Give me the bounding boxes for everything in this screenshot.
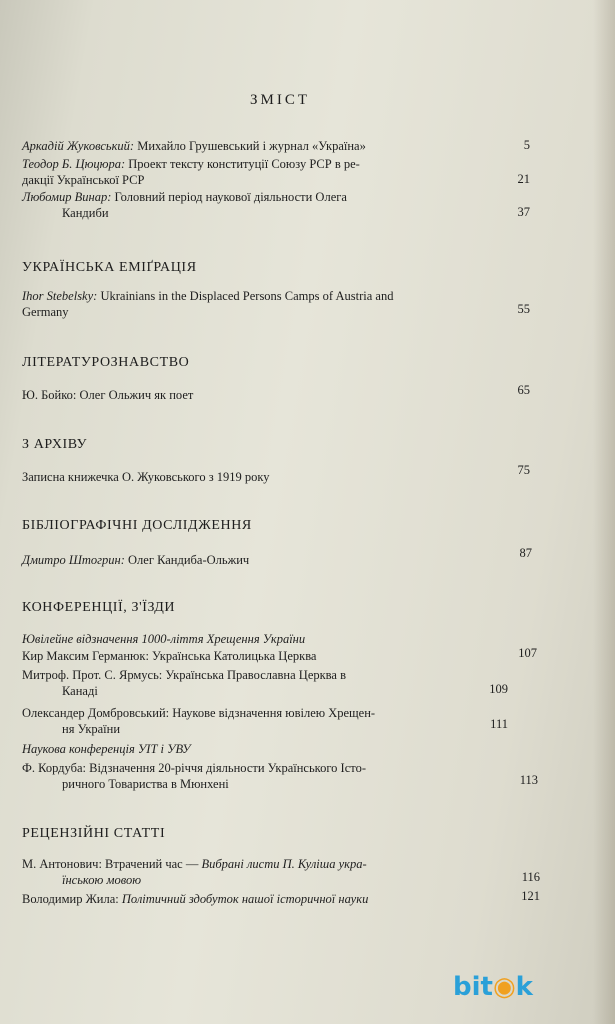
- section-heading-bibliography: БІБЛІОГРАФІЧНІ ДОСЛІДЖЕННЯ: [22, 518, 252, 533]
- entry-title: Головний період наукової діяльности Олега: [111, 190, 347, 204]
- toc-entry: Записна книжечка О. Жуковського з 1919 року: [22, 470, 270, 484]
- entry-author: Любомир Винар:: [22, 190, 112, 204]
- page-number: 111: [490, 717, 508, 731]
- entry-title: Ф. Кордуба: Відзначення 20-річчя діяльности Українського Істо-: [22, 761, 366, 775]
- subsection-title: Наукова конференція УІТ і УВУ: [22, 742, 191, 756]
- subsection-title: Ювілейне відзначення 1000-ліття Хрещення України: [22, 632, 306, 646]
- section-heading-emigration: УКРАЇНСЬКА ЕМІҐРАЦІЯ: [22, 260, 197, 275]
- entry-author: Ihor Stebelsky:: [22, 289, 98, 303]
- page-number: 109: [489, 682, 508, 696]
- section-heading-reviews: РЕЦЕНЗІЙНІ СТАТТІ: [22, 826, 166, 841]
- entry-title: Проект тексту конституції Союзу РСР в ре-: [125, 157, 360, 171]
- section-heading-archive: З АРХІВУ: [22, 437, 88, 452]
- toc-entry: [22, 387, 492, 403]
- section-heading-conferences: КОНФЕРЕНЦІЇ, З'ЇЗДИ: [22, 600, 176, 615]
- page-number: 55: [517, 302, 530, 316]
- toc-entry: [22, 552, 492, 568]
- page-number: 65: [517, 383, 530, 397]
- toc-entry: [22, 189, 492, 221]
- entry-title: Ukrainians in the Displaced Persons Camps of Austria and: [97, 289, 394, 303]
- entry-author: Дмитро Штогрин:: [22, 553, 125, 567]
- entry-author: Теодор Б. Цюцюра:: [22, 157, 126, 171]
- page-number: 116: [521, 870, 540, 884]
- page-number: 107: [518, 646, 537, 660]
- toc-entry: [22, 667, 502, 699]
- entry-title: Вибрані листи П. Куліша укра-: [201, 857, 367, 871]
- entry-author: Володимир Жила:: [22, 892, 122, 906]
- page-number: 121: [521, 889, 540, 903]
- toc-entry: [22, 156, 492, 188]
- page-number: 75: [517, 463, 530, 477]
- entry-title: Олег Ольжич як поет: [76, 388, 194, 402]
- watermark-logo: bit◉k: [453, 972, 533, 1002]
- entry-title-cont: Germany: [22, 305, 69, 319]
- entry-author: Аркадій Жуковський:: [22, 139, 135, 153]
- entry-title: Михайло Грушевський і журнал «Україна»: [134, 139, 366, 153]
- entry-title-cont: ня України: [62, 722, 121, 736]
- entry-title-cont: Канаді: [62, 684, 98, 698]
- entry-title: Олександер Домбровський: Наукове відзначення ювілею Хрещен-: [22, 706, 376, 720]
- page-number: 21: [517, 172, 530, 186]
- toc-entry: [22, 705, 502, 737]
- logo-o-icon: ◉: [492, 972, 516, 1002]
- toc-entry: [22, 856, 512, 888]
- toc-entry: Кир Максим Германюк: Українська Католицька Церква: [22, 649, 317, 663]
- page-number: 113: [519, 773, 538, 787]
- section-heading-literature: ЛІТЕРАТУРОЗНАВСТВО: [22, 355, 190, 370]
- entry-title: Політичний здобуток нашої історичної науки: [121, 892, 369, 906]
- entry-title-cont: дакції Української РСР: [22, 173, 145, 187]
- entry-author: М. Антонович: Втрачений час —: [22, 857, 202, 871]
- entry-title-cont: їнською мовою: [62, 873, 142, 887]
- page-number: 37: [517, 205, 530, 219]
- entry-title-cont: Кандиби: [62, 206, 109, 220]
- entry-author: Ю. Бойко:: [22, 388, 77, 402]
- toc-entry: [22, 288, 502, 320]
- entry-title: Олег Кандиба-Ольжич: [124, 553, 250, 567]
- toc-entry: [22, 138, 492, 154]
- entry-title-cont: ричного Товариства в Мюнхені: [62, 777, 229, 791]
- page-title: ЗМІСТ: [249, 92, 310, 108]
- page-number: 87: [519, 546, 532, 560]
- entry-title: Митроф. Прот. С. Ярмусь: Українська Православна Церква в: [22, 668, 346, 682]
- toc-entry: [22, 760, 502, 792]
- page-number: 5: [523, 138, 530, 152]
- page-edge-shadow: [593, 0, 615, 1024]
- toc-entry: [22, 891, 512, 907]
